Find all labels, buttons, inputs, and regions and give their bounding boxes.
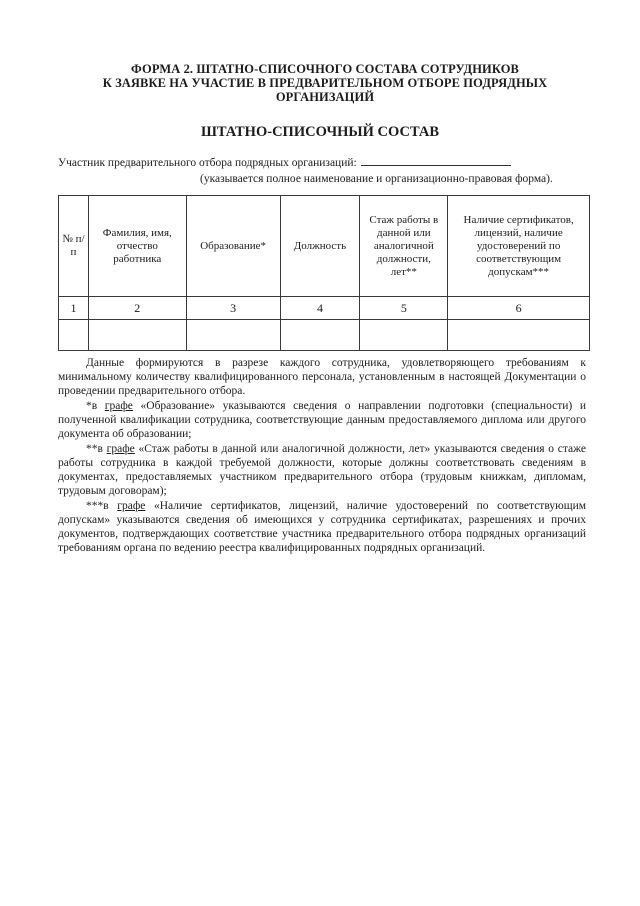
form-heading-line-3: ОРГАНИЗАЦИЙ	[275, 90, 375, 104]
table-cell	[88, 320, 186, 351]
column-header-position: Должность	[280, 196, 360, 297]
participant-line	[58, 155, 618, 170]
table-cell	[280, 320, 360, 351]
form-heading-line-2: К ЗАЯВКЕ НА УЧАСТИЕ В ПРЕДВАРИТЕЛЬНОМ ОТБОРЕ ПОДРЯДНЫХ	[102, 76, 548, 90]
table-cell	[186, 320, 280, 351]
note-intro: Данные формируются в разрезе каждого сотрудника, удовлетворяющего требованиям к минимальному количеству квалифицированного персонала, установленным в настоящей Документации о проведении предварительного отбора.	[58, 357, 586, 397]
table-cell	[448, 320, 590, 351]
form-heading	[90, 62, 560, 104]
column-number-cell: 3	[186, 297, 280, 320]
section-title: ШТАТНО-СПИСОЧНЫЙ СОСТАВ	[200, 124, 440, 140]
staff-table	[58, 195, 590, 351]
form-heading-line-1: ФОРМА 2. ШТАТНО-СПИСОЧНОГО СОСТАВА СОТРУДНИКОВ	[131, 62, 519, 76]
note-certificates	[58, 499, 586, 555]
column-header-name: Фамилия, имя, отчество работника	[88, 196, 186, 297]
column-header-education: Образование*	[186, 196, 280, 297]
column-number-cell: 4	[280, 297, 360, 320]
participant-label: Участник предварительного отбора подрядных организаций:	[58, 157, 357, 169]
participant-name-blank	[361, 155, 511, 166]
table-header-row	[59, 196, 590, 297]
participant-note: (указывается полное наименование и организационно-правовая форма).	[200, 173, 553, 185]
note-education	[58, 399, 586, 441]
note-mark: **в	[86, 443, 107, 455]
note-mark: ***в	[86, 500, 118, 512]
note-text: «Наличие сертификатов, лицензий, наличие удостоверений по соответствующим допускам» указываются сведения об имеющихся у сотрудника сертификатах, разрешениях и прочих документов, подтверждающих соответствие участника предварительного отбора подрядных организаций требованиям органа по ведению реестра квалифицированных подрядных организаций.	[58, 500, 586, 554]
column-header-certificates: Наличие сертификатов, лицензий, наличие удостоверений по соответствующим допускам***	[448, 196, 590, 297]
note-mark: *в	[86, 400, 105, 412]
note-text: «Стаж работы в данной или аналогичной должности, лет» указываются сведения о стаже работы сотрудника в каждой требуемой должности, которые должны соответствовать сведениям в документах, предоставляемых участником предварительного отбора (трудовым книжкам, дипломам, трудовым договорам);	[58, 443, 587, 497]
column-number-cell: 6	[448, 297, 590, 320]
column-header-number: № п/п	[59, 196, 89, 297]
note-column-link: графе	[104, 400, 133, 412]
note-column-link: графе	[106, 443, 135, 455]
note-text: «Образование» указываются сведения о направлении подготовки (специальности) и полученной квалификации сотрудника, соответствующие данным предоставляемого диплома или другого документа об образовании;	[58, 400, 586, 440]
footnotes	[58, 356, 586, 556]
column-number-cell: 1	[59, 297, 89, 320]
table-number-row	[59, 297, 590, 320]
table-cell	[360, 320, 448, 351]
note-column-link: графе	[117, 500, 146, 512]
table-row	[59, 320, 590, 351]
note-experience	[58, 442, 586, 498]
table-cell	[59, 320, 89, 351]
column-number-cell: 5	[360, 297, 448, 320]
column-number-cell: 2	[88, 297, 186, 320]
column-header-experience: Стаж работы в данной или аналогичной должности, лет**	[360, 196, 448, 297]
